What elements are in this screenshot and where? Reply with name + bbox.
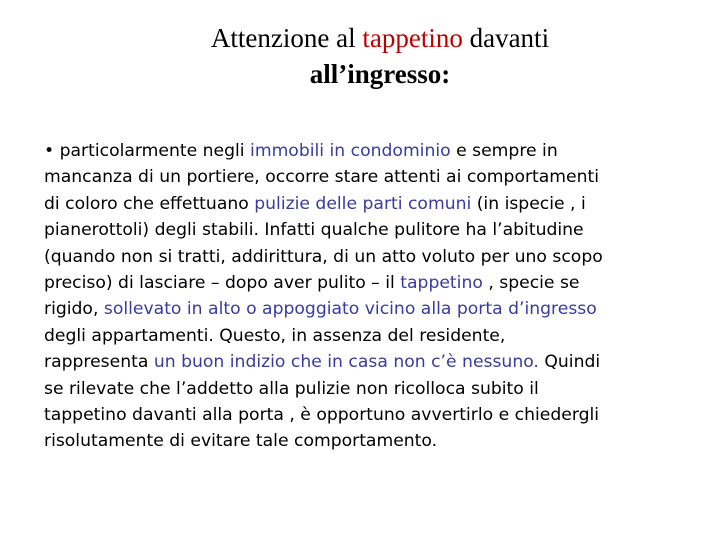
text-segment: degli appartamenti. Questo, in assenza del residente, xyxy=(44,325,506,346)
title-text-part2: davanti xyxy=(462,23,550,53)
highlighted-phrase: immobili in condominio xyxy=(250,141,451,161)
paragraph-line xyxy=(44,402,694,428)
paragraph-line xyxy=(44,244,694,270)
text-segment: di coloro che effettuano xyxy=(44,193,255,214)
text-segment: rigido, xyxy=(44,299,104,320)
text-segment: mancanza di un portiere, occorre stare attenti ai comportamenti xyxy=(44,167,600,188)
text-segment: Quindi xyxy=(538,352,601,373)
paragraph-line xyxy=(44,191,694,217)
text-segment: risolutamente di evitare tale comportamento. xyxy=(44,431,438,452)
paragraph-line xyxy=(44,323,694,349)
highlighted-phrase: sollevato in alto o appoggiato vicino alla porta d’ingresso xyxy=(103,299,597,320)
paragraph-line xyxy=(44,164,694,190)
highlighted-phrase: un buon indizio che in casa non c’è nessuno. xyxy=(153,352,539,373)
text-segment: preciso) di lasciare – dopo aver pulito – il xyxy=(44,273,401,294)
highlighted-phrase: pulizie delle parti comuni xyxy=(254,193,472,214)
title-accent-word: tappetino xyxy=(362,23,463,53)
text-segment: (quando non si tratti, addirittura, di un atto voluto per uno scopo xyxy=(44,246,603,267)
paragraph-line xyxy=(44,270,694,296)
text-segment: rappresenta xyxy=(44,352,154,373)
paragraph-line xyxy=(44,217,694,243)
paragraph-line xyxy=(44,428,694,454)
paragraph-line xyxy=(44,138,694,164)
text-segment: , specie se xyxy=(482,273,580,294)
paragraph-line xyxy=(44,376,694,402)
text-segment: (in ispecie , i xyxy=(471,193,586,214)
paragraph-line xyxy=(44,296,694,322)
text-segment: pianerottoli) degli stabili. Infatti qualche pulitore ha l’abitudine xyxy=(44,220,584,241)
highlighted-phrase: tappetino xyxy=(400,273,483,294)
bullet-paragraph xyxy=(44,138,694,455)
title-line-1 xyxy=(211,23,549,53)
title-line-2: all’ingresso: xyxy=(309,59,451,89)
text-segment: se rilevate che l’addetto alla pulizie non ricolloca subito il xyxy=(44,378,539,399)
text-segment: e sempre in xyxy=(450,141,558,161)
title-text-part1: Attenzione al xyxy=(210,23,363,53)
text-segment: tappetino davanti alla porta , è opportuno avvertirlo e chiedergli xyxy=(44,405,600,426)
text-segment: • particolarmente negli xyxy=(44,141,251,161)
paragraph-line xyxy=(44,349,694,375)
page-title xyxy=(40,20,720,92)
